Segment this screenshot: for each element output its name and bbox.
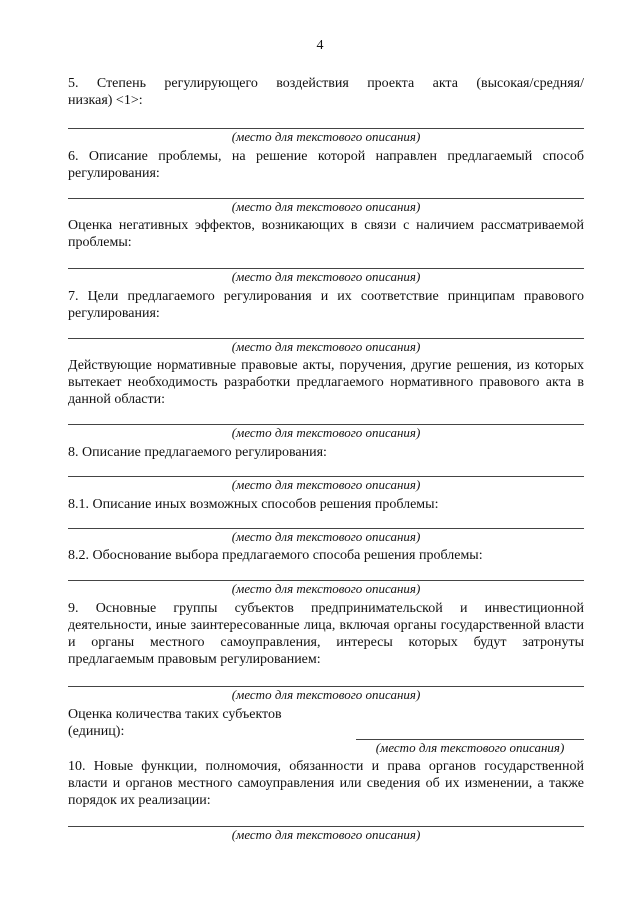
- section-8-2-text: 8.2. Обоснование выбора предлагаемого способа решения проблемы:: [68, 548, 483, 563]
- section-9-placeholder: (место для текстового описания): [231, 687, 421, 702]
- section-8-1-placeholder: (место для текстового описания): [231, 529, 421, 544]
- section-8-2-placeholder: (место для текстового описания): [231, 581, 421, 596]
- section-5-placeholder: (место для текстового описания): [231, 129, 421, 144]
- section-8-1-text: 8.1. Описание иных возможных способов решения проблемы:: [68, 497, 439, 512]
- section-6-placeholder: (место для текстового описания): [231, 199, 421, 214]
- section-9-text: 9. Основные группы субъектов предпринимательской и инвестиционной деятельности, иные заинтересованные лица, включая органы государственной власти и органы местного самоуправления, интересы которых будут затронуты предлагаемым правовым регулированием:: [68, 601, 584, 667]
- section-5-line1: 5. Степень регулирующего воздействия проекта акта (высокая/средняя/: [68, 76, 584, 91]
- section-8-text: 8. Описание предлагаемого регулирования:: [68, 445, 327, 460]
- section-5-line2: низкая) <1>:: [68, 93, 143, 108]
- section-6-text: 6. Описание проблемы, на решение которой направлен предлагаемый способ регулирования:: [68, 149, 584, 181]
- section-7-placeholder: (место для текстового описания): [231, 339, 421, 354]
- legal-acts-text: Действующие нормативные правовые акты, поручения, другие решения, из которых вытекает необходимость разработки предлагаемого нормативного правового акта в данной области:: [68, 358, 584, 407]
- page-number: 4: [316, 38, 324, 53]
- legal-acts-placeholder: (место для текстового описания): [231, 425, 421, 440]
- section-10-text: 10. Новые функции, полномочия, обязанности и права органов государственной власти и органов местного самоуправления или сведения об их изменении, а также порядок их реализации:: [68, 759, 584, 808]
- section-10-placeholder: (место для текстового описания): [231, 827, 421, 842]
- subjects-count-line1: Оценка количества таких субъектов: [68, 707, 282, 722]
- subjects-count-placeholder: (место для текстового описания): [375, 740, 565, 755]
- section-7-text: 7. Цели предлагаемого регулирования и их соответствие принципам правового регулирования:: [68, 289, 584, 321]
- subjects-count-line2: (единиц):: [68, 724, 125, 739]
- negative-effects-text: Оценка негативных эффектов, возникающих в связи с наличием рассматриваемой проблемы:: [68, 218, 584, 250]
- section-8-placeholder: (место для текстового описания): [231, 477, 421, 492]
- negative-effects-placeholder: (место для текстового описания): [231, 269, 421, 284]
